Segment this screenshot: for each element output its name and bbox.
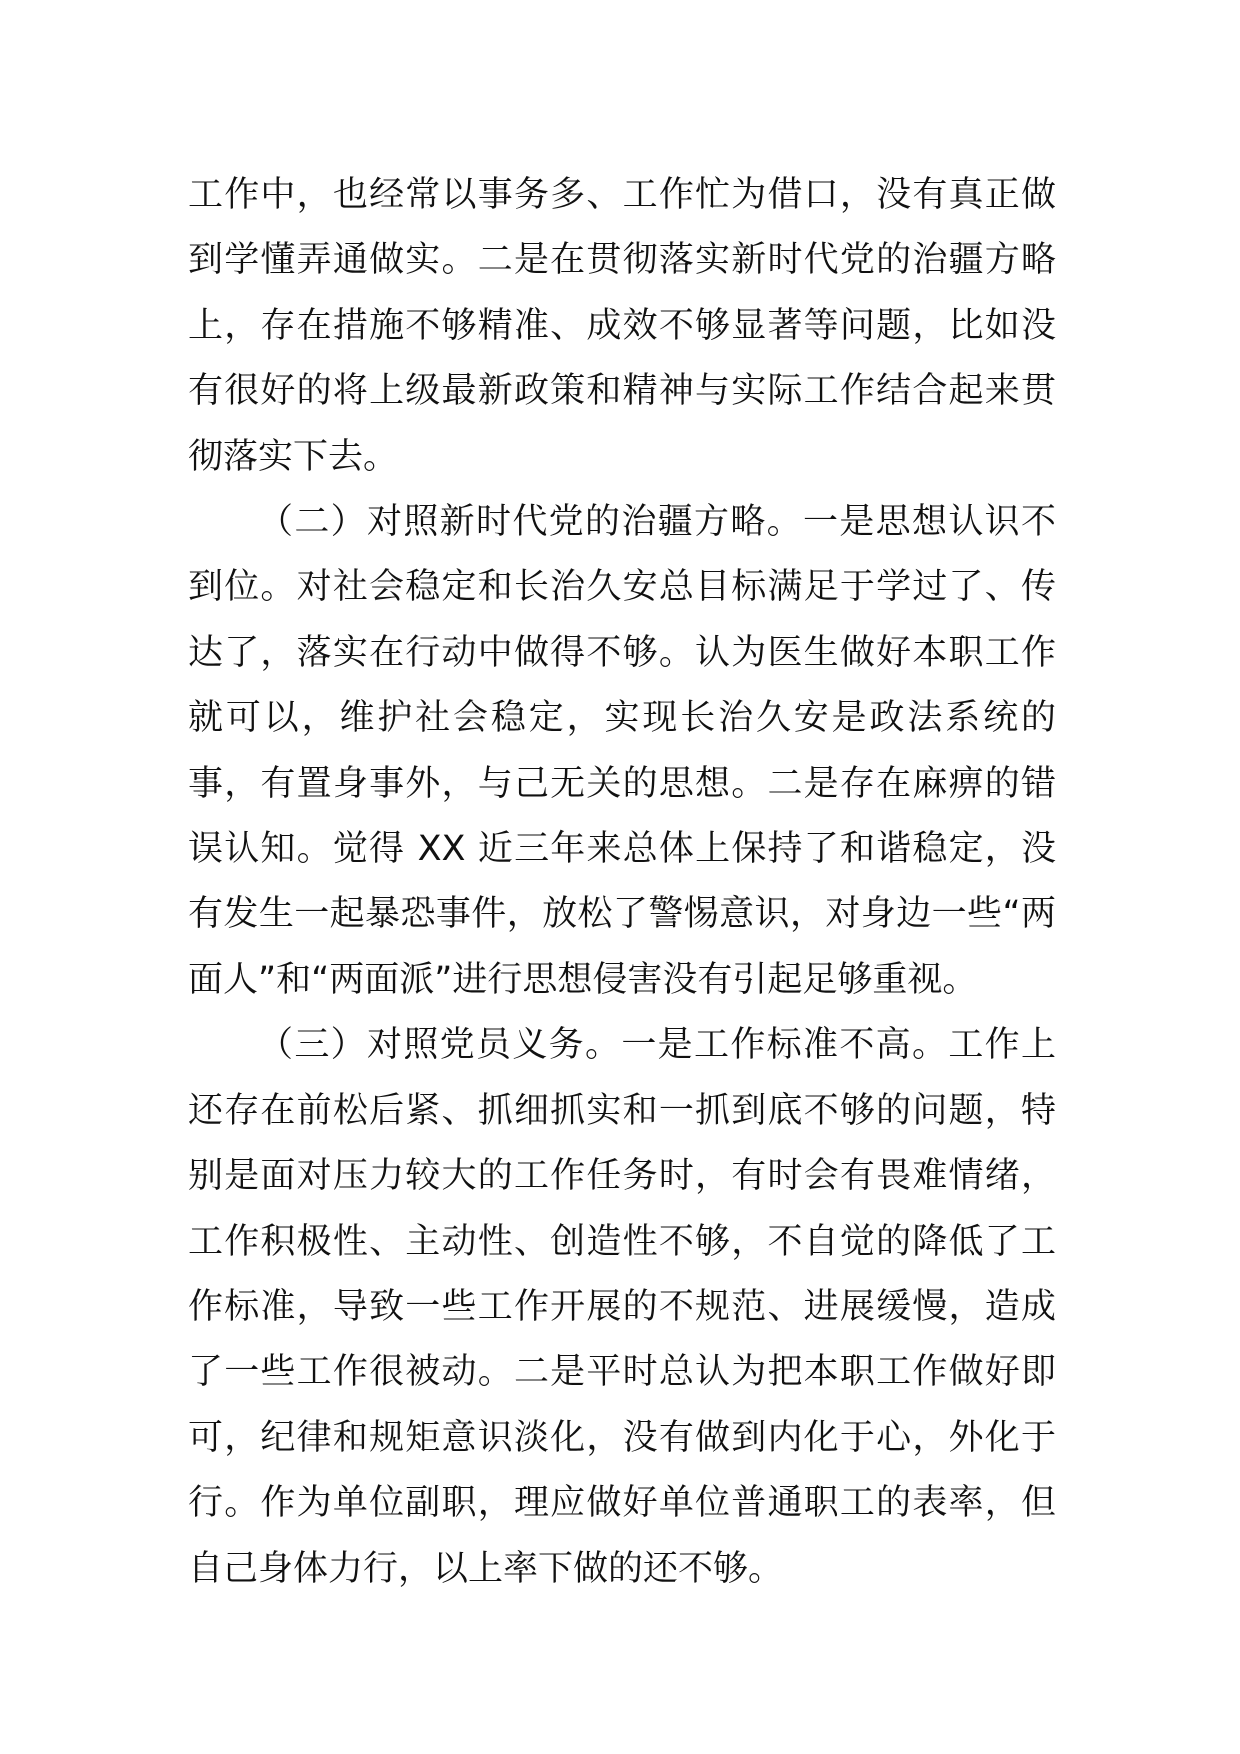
paragraph-section-3: （三）对照党员义务。一是工作标准不高。工作上还存在前松后紧、抓细抓实和一抓到底不够的问题，特别是面对压力较大的工作任务时，有时会有畏难情绪，工作积极性、主动性、创造性不够，不自觉的降低了工作标准，导致一些工作开展的不规范、进展缓慢，造成了一些工作很被动。二是平时总认为把本职工作做好即可，纪律和规矩意识淡化，没有做到内化于心，外化于行。作为单位副职，理应做好单位普通职工的表率，但自己身体力行，以上率下做的还不够。 — [188, 1025, 1056, 1589]
paragraph-continuation: 工作中，也经常以事务多、工作忙为借口，没有真正做到学懂弄通做实。二是在贯彻落实新时代党的治疆方略上，存在措施不够精准、成效不够显著等问题，比如没有很好的将上级最新政策和精神与实际工作结合起来贯彻落实下去。 — [188, 175, 1056, 477]
paragraph-section-2: （二）对照新时代党的治疆方略。一是思想认识不到位。对社会稳定和长治久安总目标满足于学过了、传达了，落实在行动中做得不够。认为医生做好本职工作就可以，维护社会稳定，实现长治久安是政法系统的事，有置身事外，与己无关的思想。二是存在麻痹的错误认知。觉得 XX 近三年来总体上保持了和谐稳定，没有发生一起暴恐事件，放松了警惕意识，对身边一些“两面人”和“两面派”进行思想侵害没有引起足够重视。 — [188, 502, 1056, 1000]
document-body — [188, 163, 1056, 1602]
